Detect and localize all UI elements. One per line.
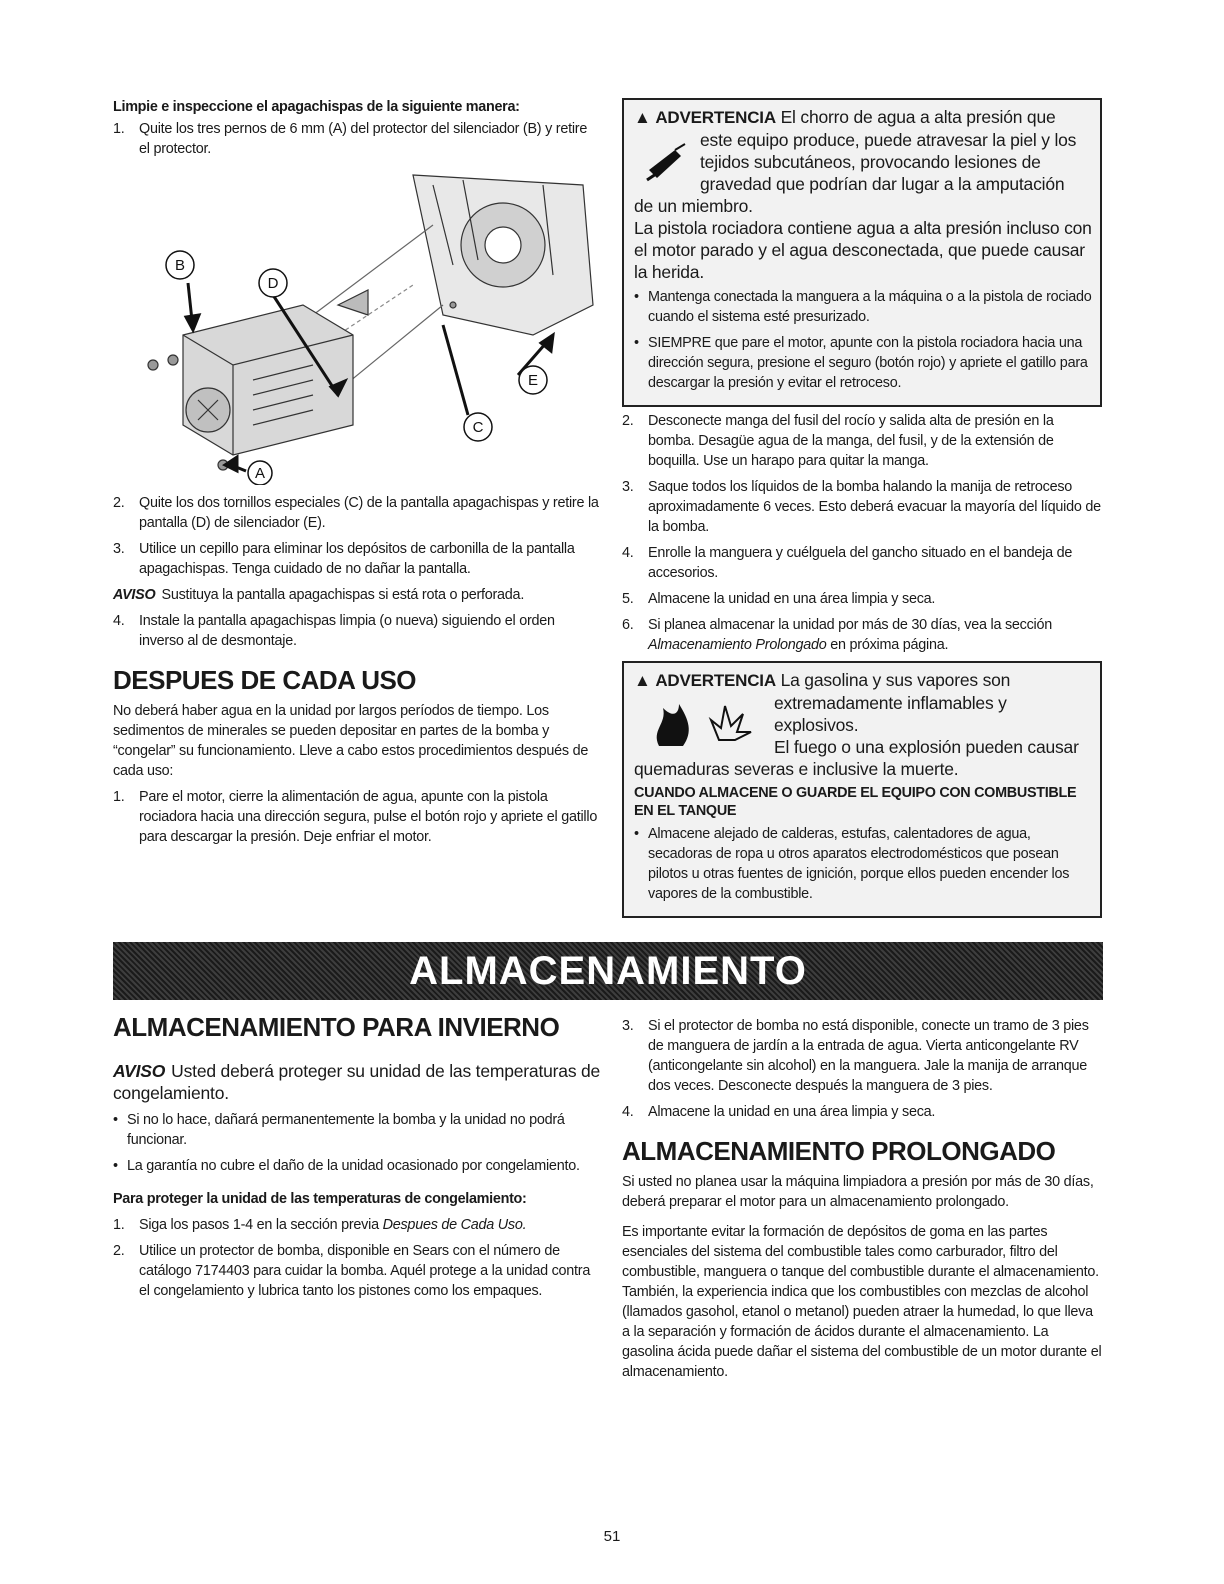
fuel-caps-note: CUANDO ALMACENE O GUARDE EL EQUIPO CON COMBUSTIBLE EN EL TANQUE [634,785,1077,819]
section-heading-prolongado: ALMACENAMIENTO PROLONGADO [622,1136,1056,1166]
section-banner [113,942,1103,1000]
right-column [622,98,1102,918]
list-item: 1. Siga los pasos 1-4 en la sección previa Despues de Cada Uso. [113,1217,527,1233]
list-item: 4. Instale la pantalla apagachispas limpia (o nueva) siguiendo el orden inverso al de desmontaje. [113,613,555,649]
winter-storage-column [113,1012,601,1307]
list-item: 4. Almacene la unidad en una área limpia y seca. [622,1104,936,1120]
list-item: • La garantía no cubre el daño de la unidad ocasionado por congelamiento. [113,1158,580,1174]
extended-storage-column [622,1016,1102,1382]
paragraph: Si usted no planea usar la máquina limpiadora a presión por más de 30 días, deberá preparar el motor para un almacenamiento prolongado. [622,1174,1094,1210]
list-item: 3. Saque todos los líquidos de la bomba halando la manija de retroceso aproximadamente 6 veces. Esto deberá evacuar la mayoría del líquido de la bomba. [622,479,1101,535]
paragraph: Es importante evitar la formación de depósitos de goma en las partes esenciales del sistema del combustible tales como carburador, filtro del combustible, manguera o tanque del combustible durante el almacenamiento. También, la experiencia indica que los combustibles con mezclas de alcohol (llamados gasohol, etanol o metanol) pueden atraer la humedad, lo que lleva a la separación y formación de ácidos durante el almacenamiento. La gasolina ácida puede dañar el sistema del combustible de un motor durante el almacenamiento. [622,1224,1102,1380]
list-item: 3. Utilice un cepillo para eliminar los depósitos de carbonilla de la pantalla apagachispas. Tenga cuidado de no dañar la pantalla. [113,541,575,577]
aviso-label: AVISO [113,587,156,603]
list-item: 2. Desconecte manga del fusil del rocío y salida alta de presión en la bomba. Desagüe agua de la manga, del fusil, y de la extensión de boquilla. Use un harapo para quitar la manga. [622,413,1054,469]
warning-icon: ▲ [634,671,651,690]
left-column [113,98,601,853]
list-item: • Almacene alejado de calderas, estufas, calentadores de agua, secadoras de ropa u otros aparatos electrodomésticos que posean pilotos u otras fuentes de ignición, porque ellos pueden encender los vapores de la combustible. [634,826,1070,902]
label-b: B [174,257,186,274]
banner-title: ALMACENAMIENTO [409,948,807,993]
section-heading-invierno: ALMACENAMIENTO PARA INVIERNO [113,1012,560,1042]
despues-intro: No deberá haber agua en la unidad por largos períodos de tiempo. Los sedimentos de minerales se pueden depositar en partes de la bomba y “congelar” su funcionamiento. Lleve a cabo estos procedimientos después de cada uso: [113,703,589,779]
storage-steps [622,411,1102,655]
aviso-note: AVISO Sustituya la pantalla apagachispas si está rota o perforada. [113,587,525,603]
label-a: A [254,465,266,482]
warning-title: ADVERTENCIA [655,108,776,127]
list-item: 1. Pare el motor, cierre la alimentación de agua, apunte con la pistola rociadora hacia una dirección segura, pulse el botón rojo y apriete el gatillo para descargar la presión. Deje enfriar el motor. [113,789,598,845]
list-item: • Si no lo hace, dañará permanentemente la bomba y la unidad no podrá funcionar. [113,1112,565,1148]
winter-aviso: AVISO Usted deberá proteger su unidad de las temperaturas de congelamiento. [113,1061,601,1103]
list-item: 6. Si planea almacenar la unidad por más de 30 días, vea la sección Almacenamiento Prolongado en próxima página. [622,617,1052,653]
list-item: 5. Almacene la unidad en una área limpia y seca. [622,591,936,607]
steps-b [113,493,601,579]
fire-explosion-icon [634,692,774,758]
label-d: D [267,275,279,292]
warning-box-fuel: ▲ ADVERTENCIA La gasolina y sus vapores son extremadamente inflamables y explosivos. El fuego o una explosión pueden causar quemaduras severas e inclusive la muerte. CUANDO ALMACENE O GUARDE EL EQUIPO CON COMBUSTIBLE EN EL TANQUE • Almacene alejado de calderas, estufas, calentadores de agua, secadoras de ropa u otros aparatos electrodomésticos que posean pilotos u otras fuentes de ignición, porque ellos pueden encender los vapores de la combustible. [622,661,1102,918]
list-item: 4. Enrolle la manguera y cuélguela del gancho situado en el bandeja de accesorios. [622,545,1073,581]
winter-subheading: Para proteger la unidad de las temperaturas de congelamiento: [113,1191,527,1207]
steps-c [113,611,601,651]
intro-heading: Limpie e inspeccione el apagachispas de la siguiente manera: [113,99,520,115]
list-item: 2. Utilice un protector de bomba, disponible en Sears con el número de catálogo 7174403 para cuidar la bomba. Aquél protege a la unidad contra el congelamiento y lubrica tanto los pistones como los empaques. [113,1243,591,1299]
skin-injection-icon [634,129,700,195]
steps-a [113,119,601,159]
steps-d [113,787,601,847]
spark-arrester-diagram [113,165,601,485]
page-number: 51 [603,1528,621,1545]
muffler-illustration [113,165,601,485]
list-item: 2. Quite los dos tornillos especiales (C) de la pantalla apagachispas y retire la pantalla (D) de silenciador (E). [113,495,599,531]
section-heading-despues: DESPUES DE CADA USO [113,665,417,695]
label-e: E [527,372,539,389]
list-item: 1. Quite los tres pernos de 6 mm (A) del protector del silenciador (B) y retire el protector. [113,121,588,157]
list-item: • SIEMPRE que pare el motor, apunte con la pistola rociadora hacia una dirección segura, presione el seguro (botón rojo) y apriete el gatillo para descargar la presión y evitar el retroceso. [634,335,1088,391]
warning-title: ADVERTENCIA [655,671,776,690]
list-item: 3. Si el protector de bomba no está disponible, conecte un tramo de 3 pies de manguera de jardín a la entrada de agua. Vierta anticongelante RV (anticongelante sin alcohol) en la manguera. Jale la manija de arranque dos veces. Desconecte después la manguera de 3 pies. [622,1018,1089,1094]
list-item: • Mantenga conectada la manguera a la máquina o a la pistola de rociado cuando el sistema esté presurizado. [634,289,1092,325]
label-c: C [472,419,484,436]
warning-box-pressure: ▲ ADVERTENCIA El chorro de agua a alta presión que este equipo produce, puede atravesar la piel y los tejidos subcutáneos, provocando lesiones de gravedad que podrían dar lugar a la amputación de un miembro. La pistola rociadora contiene agua a alta presión incluso con el motor parado y el agua desconectada, que puede causar la herida. • Mantenga conectada la manguera a la máquina o a la pistola de rociado cuando el sistema esté presurizado. • SIEMPRE que pare el motor, apunte con la pistola rociadora hacia una dirección segura, presione el seguro (botón rojo) y apriete el gatillo para descargar la presión y evitar el retroceso. [622,98,1102,407]
warning-icon: ▲ [634,108,651,127]
